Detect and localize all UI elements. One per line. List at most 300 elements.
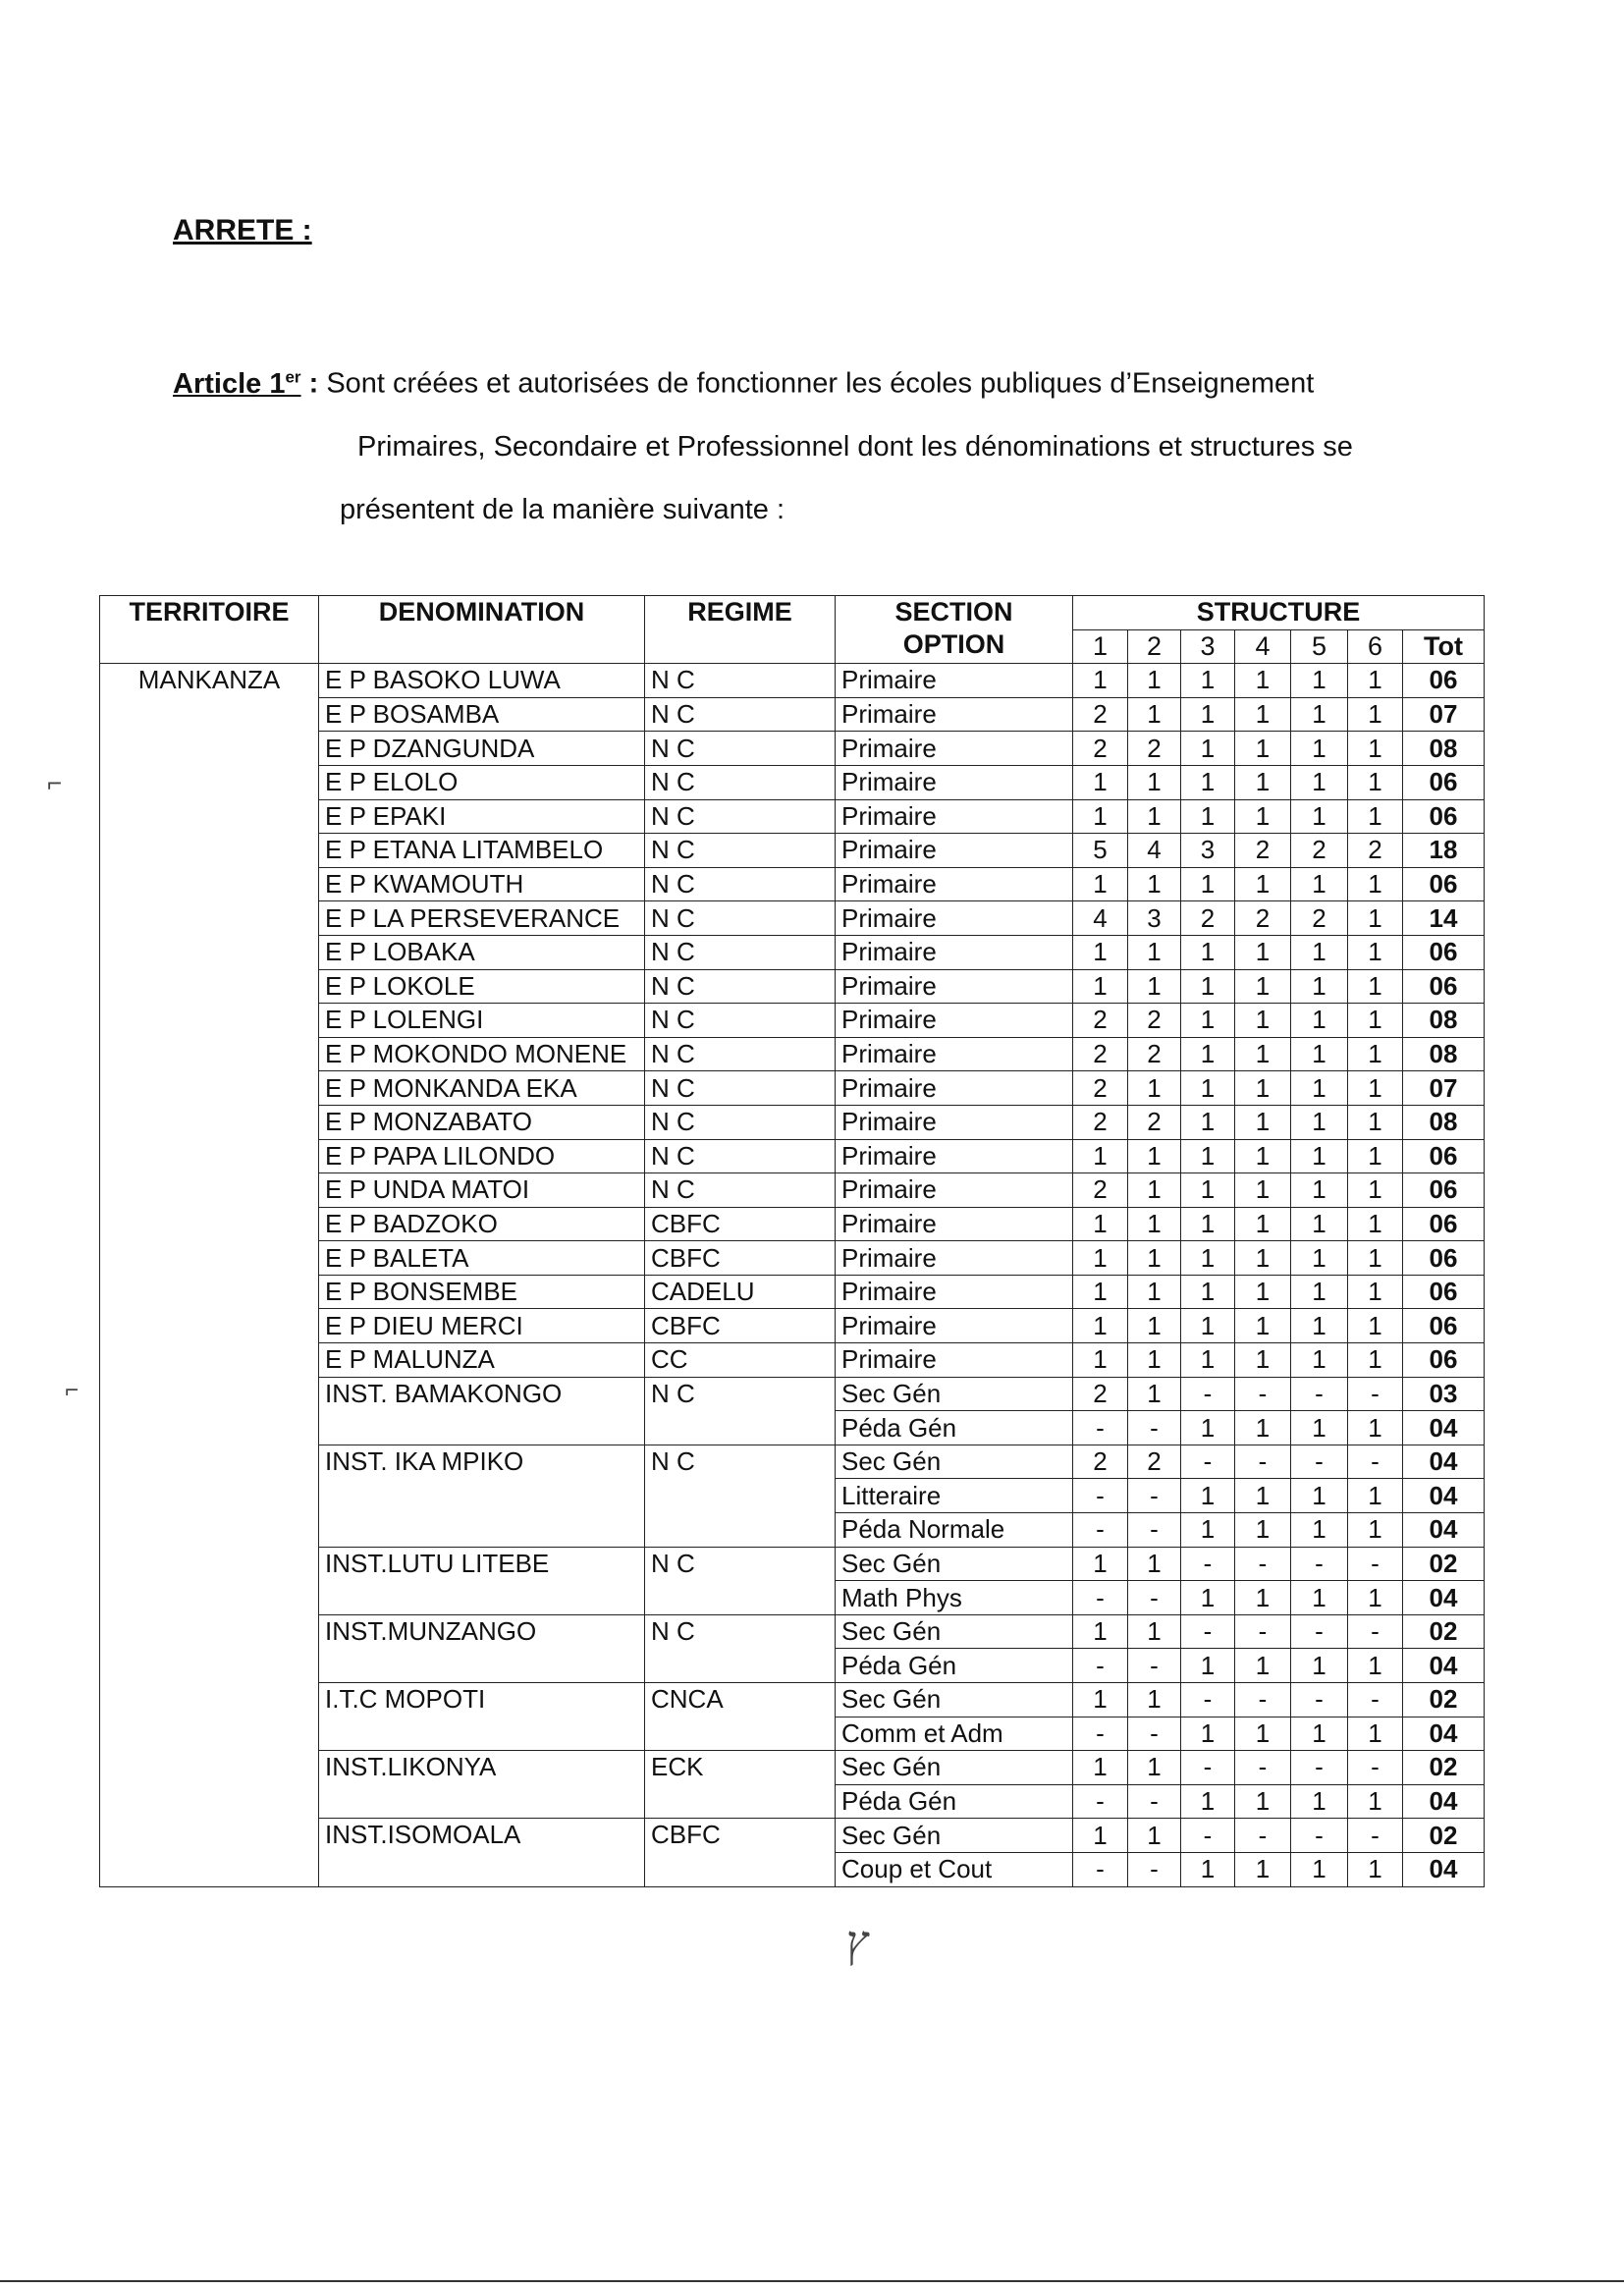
structure-value-cell: 1 [1291,1479,1348,1513]
structure-value-cell: 2 [1073,1173,1128,1208]
structure-value-cell: 1 [1348,867,1403,901]
structure-value-cell: 2 [1235,901,1291,936]
structure-value-cell: 2 [1128,1445,1181,1479]
table-row [100,664,1485,698]
structure-value-cell: 1 [1235,935,1291,969]
total-cell: 18 [1403,834,1485,868]
structure-value-cell: 1 [1181,1513,1235,1548]
structure-value-cell: 1 [1291,732,1348,766]
denomination-cell: E P DZANGUNDA [319,732,645,766]
structure-value-cell: 1 [1348,1309,1403,1343]
schools-structure-table [99,595,1485,1887]
structure-value-cell: 1 [1181,1173,1235,1208]
structure-value-cell: 2 [1128,732,1181,766]
structure-value-cell: - [1235,1547,1291,1581]
structure-value-cell: 1 [1291,1105,1348,1139]
section-cell: Litteraire [836,1479,1073,1513]
section-cell: Coup et Cout [836,1852,1073,1886]
total-cell: 04 [1403,1411,1485,1445]
structure-value-cell: - [1348,1683,1403,1718]
regime-cell: N C [645,1105,836,1139]
structure-value-cell: 2 [1073,1377,1128,1411]
structure-value-cell: 1 [1128,1683,1181,1718]
structure-value-cell: 1 [1073,1819,1128,1853]
structure-value-cell: - [1291,1819,1348,1853]
regime-cell: N C [645,664,836,698]
structure-value-cell: - [1073,1581,1128,1615]
structure-value-cell: 1 [1128,1343,1181,1378]
structure-value-cell: - [1348,1819,1403,1853]
structure-value-cell: - [1128,1649,1181,1683]
structure-value-cell: 2 [1073,732,1128,766]
section-cell: Primaire [836,1173,1073,1208]
regime-cell: CADELU [645,1275,836,1309]
section-cell: Primaire [836,834,1073,868]
structure-value-cell: 1 [1291,1581,1348,1615]
structure-value-cell: 1 [1073,799,1128,834]
regime-cell: CNCA [645,1683,836,1751]
structure-value-cell: 1 [1235,867,1291,901]
structure-value-cell: 1 [1181,1207,1235,1241]
structure-value-cell: 2 [1073,1071,1128,1106]
header-regime: REGIME [645,596,836,664]
regime-cell: CBFC [645,1819,836,1886]
section-cell: Sec Gén [836,1819,1073,1853]
structure-value-cell: 1 [1073,765,1128,799]
total-cell: 06 [1403,1173,1485,1208]
structure-value-cell: 1 [1181,867,1235,901]
structure-value-cell: 1 [1181,1309,1235,1343]
structure-value-cell: 1 [1128,664,1181,698]
structure-value-cell: - [1073,1411,1128,1445]
structure-value-cell: 1 [1073,664,1128,698]
structure-value-cell: 2 [1073,1037,1128,1071]
structure-value-cell: - [1348,1751,1403,1785]
total-cell: 06 [1403,799,1485,834]
structure-value-cell: 1 [1181,1411,1235,1445]
total-cell: 06 [1403,935,1485,969]
structure-value-cell: 1 [1348,1852,1403,1886]
structure-value-cell: 1 [1235,1513,1291,1548]
structure-value-cell: 1 [1235,1105,1291,1139]
territoire-cell: MANKANZA [100,664,319,1886]
structure-value-cell: 1 [1181,935,1235,969]
total-cell: 06 [1403,1207,1485,1241]
total-cell: 14 [1403,901,1485,936]
total-cell: 08 [1403,732,1485,766]
denomination-cell: E P DIEU MERCI [319,1309,645,1343]
structure-value-cell: - [1291,1445,1348,1479]
structure-value-cell: 1 [1348,901,1403,936]
article-label: Article 1er [173,367,301,400]
structure-value-cell: 1 [1291,1004,1348,1038]
structure-value-cell: 1 [1073,867,1128,901]
structure-value-cell: 1 [1128,765,1181,799]
structure-value-cell: 1 [1128,1309,1181,1343]
article-separator: : [308,367,319,400]
structure-value-cell: 1 [1291,935,1348,969]
structure-value-cell: 1 [1181,1275,1235,1309]
structure-value-cell: 1 [1291,1717,1348,1751]
regime-cell: N C [645,1547,836,1614]
section-cell: Sec Gén [836,1377,1073,1411]
structure-value-cell: 1 [1235,1784,1291,1819]
regime-cell: N C [645,799,836,834]
total-cell: 04 [1403,1852,1485,1886]
structure-value-cell: - [1181,1445,1235,1479]
structure-value-cell: 1 [1348,732,1403,766]
section-cell: Primaire [836,1207,1073,1241]
structure-value-cell: - [1291,1377,1348,1411]
structure-value-cell: 1 [1291,867,1348,901]
header-section-option [836,596,1073,664]
structure-value-cell: 5 [1073,834,1128,868]
structure-value-cell: 1 [1181,1037,1235,1071]
regime-cell: N C [645,1071,836,1106]
structure-value-cell: 1 [1128,1751,1181,1785]
structure-value-cell: 1 [1235,732,1291,766]
header-col-1: 1 [1073,629,1128,664]
structure-value-cell: 1 [1291,1037,1348,1071]
total-cell: 06 [1403,1275,1485,1309]
structure-value-cell: 1 [1073,1139,1128,1173]
section-cell: Primaire [836,901,1073,936]
total-cell: 03 [1403,1377,1485,1411]
structure-value-cell: 1 [1348,1207,1403,1241]
structure-value-cell: 1 [1348,1411,1403,1445]
structure-value-cell: 1 [1128,1173,1181,1208]
structure-value-cell: - [1073,1649,1128,1683]
regime-cell: N C [645,1614,836,1682]
structure-value-cell: 1 [1073,1207,1128,1241]
total-cell: 06 [1403,867,1485,901]
structure-value-cell: 2 [1073,1105,1128,1139]
structure-value-cell: 1 [1181,1139,1235,1173]
structure-value-cell: 1 [1073,1751,1128,1785]
section-cell: Primaire [836,1343,1073,1378]
denomination-cell: INST. IKA MPIKO [319,1445,645,1547]
structure-value-cell: 1 [1235,969,1291,1004]
denomination-cell: E P BOSAMBA [319,697,645,732]
total-cell: 06 [1403,1343,1485,1378]
structure-value-cell: 2 [1128,1037,1181,1071]
total-cell: 06 [1403,765,1485,799]
structure-value-cell: - [1181,1547,1235,1581]
denomination-cell: E P LOKOLE [319,969,645,1004]
structure-value-cell: 1 [1181,732,1235,766]
section-cell: Primaire [836,1275,1073,1309]
total-cell: 06 [1403,1309,1485,1343]
section-cell: Comm et Adm [836,1717,1073,1751]
structure-value-cell: - [1073,1513,1128,1548]
structure-value-cell: 1 [1291,1784,1348,1819]
structure-value-cell: 1 [1128,1377,1181,1411]
section-cell: Primaire [836,765,1073,799]
denomination-cell: E P BASOKO LUWA [319,664,645,698]
structure-value-cell: 1 [1348,1037,1403,1071]
structure-value-cell: 1 [1128,969,1181,1004]
structure-value-cell: 4 [1073,901,1128,936]
regime-cell: N C [645,765,836,799]
total-cell: 08 [1403,1105,1485,1139]
structure-value-cell: 1 [1291,1241,1348,1276]
total-cell: 04 [1403,1479,1485,1513]
structure-value-cell: 1 [1291,1309,1348,1343]
structure-value-cell: - [1181,1683,1235,1718]
structure-value-cell: 1 [1348,1784,1403,1819]
structure-value-cell: 1 [1181,1852,1235,1886]
structure-value-cell: 1 [1348,1139,1403,1173]
header-col-total: Tot [1403,629,1485,664]
structure-value-cell: 1 [1181,1717,1235,1751]
structure-value-cell: - [1235,1614,1291,1649]
regime-cell: N C [645,1173,836,1208]
structure-value-cell: 1 [1235,1241,1291,1276]
denomination-cell: E P PAPA LILONDO [319,1139,645,1173]
structure-value-cell: - [1073,1479,1128,1513]
structure-value-cell: 1 [1291,1513,1348,1548]
header-territoire: TERRITOIRE [100,596,319,664]
structure-value-cell: 1 [1181,1479,1235,1513]
regime-cell: N C [645,697,836,732]
section-cell: Péda Gén [836,1784,1073,1819]
structure-value-cell: - [1181,1819,1235,1853]
structure-value-cell: 1 [1291,1649,1348,1683]
structure-value-cell: - [1128,1852,1181,1886]
structure-value-cell: 4 [1128,834,1181,868]
structure-value-cell: 2 [1291,834,1348,868]
denomination-cell: E P MONKANDA EKA [319,1071,645,1106]
structure-value-cell: 1 [1128,1139,1181,1173]
margin-mark-1: ⌐ [47,768,63,797]
structure-value-cell: 1 [1348,799,1403,834]
structure-value-cell: 1 [1348,697,1403,732]
structure-value-cell: 1 [1348,1275,1403,1309]
structure-value-cell: 1 [1235,1479,1291,1513]
structure-value-cell: 1 [1181,1105,1235,1139]
section-cell: Primaire [836,935,1073,969]
header-col-2: 2 [1128,629,1181,664]
denomination-cell: INST.MUNZANGO [319,1614,645,1682]
header-section-line1: SECTION [894,597,1013,627]
structure-value-cell: 1 [1181,1581,1235,1615]
regime-cell: N C [645,1139,836,1173]
structure-value-cell: - [1181,1751,1235,1785]
structure-value-cell: 1 [1181,697,1235,732]
structure-value-cell: - [1348,1614,1403,1649]
structure-value-cell: 1 [1181,1343,1235,1378]
structure-value-cell: 1 [1073,1343,1128,1378]
structure-value-cell: 1 [1348,1513,1403,1548]
denomination-cell: E P BONSEMBE [319,1275,645,1309]
total-cell: 08 [1403,1004,1485,1038]
section-cell: Primaire [836,1139,1073,1173]
structure-value-cell: - [1291,1751,1348,1785]
structure-value-cell: 1 [1235,1275,1291,1309]
total-cell: 04 [1403,1649,1485,1683]
denomination-cell: E P ELOLO [319,765,645,799]
structure-value-cell: - [1181,1614,1235,1649]
structure-value-cell: 1 [1291,1173,1348,1208]
structure-value-cell: 1 [1291,1071,1348,1106]
header-col-6: 6 [1348,629,1403,664]
structure-value-cell: 2 [1181,901,1235,936]
structure-value-cell: 1 [1235,1309,1291,1343]
structure-value-cell: 1 [1128,1207,1181,1241]
section-cell: Sec Gén [836,1614,1073,1649]
margin-mark-2: ⌐ [65,1377,80,1403]
denomination-cell: E P MALUNZA [319,1343,645,1378]
structure-value-cell: 1 [1128,1819,1181,1853]
total-cell: 04 [1403,1513,1485,1548]
structure-value-cell: 2 [1128,1105,1181,1139]
structure-value-cell: 1 [1291,969,1348,1004]
article-label-superscript: er [285,367,301,386]
structure-value-cell: - [1128,1581,1181,1615]
structure-value-cell: 1 [1235,664,1291,698]
structure-value-cell: 1 [1235,1717,1291,1751]
total-cell: 07 [1403,1071,1485,1106]
article-1-paragraph [173,346,1439,541]
structure-value-cell: 1 [1291,1852,1348,1886]
total-cell: 04 [1403,1445,1485,1479]
denomination-cell: E P LOLENGI [319,1004,645,1038]
denomination-cell: E P LA PERSEVERANCE [319,901,645,936]
structure-value-cell: 2 [1073,1004,1128,1038]
structure-value-cell: - [1128,1411,1181,1445]
structure-value-cell: 1 [1128,935,1181,969]
regime-cell: ECK [645,1751,836,1819]
structure-value-cell: - [1235,1445,1291,1479]
structure-value-cell: 1 [1235,1071,1291,1106]
structure-value-cell: - [1073,1717,1128,1751]
structure-value-cell: 1 [1235,799,1291,834]
denomination-cell: E P BALETA [319,1241,645,1276]
regime-cell: CBFC [645,1241,836,1276]
regime-cell: N C [645,1037,836,1071]
handwritten-page-mark: ץ [846,1915,870,1968]
section-cell: Sec Gén [836,1751,1073,1785]
decree-heading: ARRETE : [173,214,312,246]
structure-value-cell: 1 [1348,1581,1403,1615]
structure-value-cell: 1 [1235,1173,1291,1208]
structure-value-cell: - [1128,1717,1181,1751]
structure-value-cell: 1 [1128,867,1181,901]
structure-value-cell: - [1235,1683,1291,1718]
total-cell: 04 [1403,1717,1485,1751]
structure-value-cell: 1 [1235,1852,1291,1886]
denomination-cell: E P EPAKI [319,799,645,834]
section-cell: Primaire [836,1004,1073,1038]
regime-cell: N C [645,1377,836,1445]
structure-value-cell: 1 [1073,1241,1128,1276]
structure-value-cell: 1 [1235,1649,1291,1683]
section-cell: Primaire [836,1105,1073,1139]
section-cell: Primaire [836,664,1073,698]
denomination-cell: E P MOKONDO MONENE [319,1037,645,1071]
structure-value-cell: 2 [1073,697,1128,732]
structure-value-cell: 1 [1291,697,1348,732]
section-cell: Sec Gén [836,1547,1073,1581]
structure-value-cell: 1 [1073,935,1128,969]
table-body [100,664,1485,1886]
regime-cell: CBFC [645,1309,836,1343]
structure-value-cell: 1 [1348,1717,1403,1751]
section-cell: Primaire [836,1241,1073,1276]
denomination-cell: INST.LIKONYA [319,1751,645,1819]
structure-value-cell: - [1291,1547,1348,1581]
structure-value-cell: 2 [1348,834,1403,868]
total-cell: 02 [1403,1614,1485,1649]
structure-value-cell: 1 [1128,1547,1181,1581]
total-cell: 02 [1403,1547,1485,1581]
structure-value-cell: 1 [1291,1275,1348,1309]
denomination-cell: E P MONZABATO [319,1105,645,1139]
denomination-cell: E P UNDA MATOI [319,1173,645,1208]
regime-cell: N C [645,732,836,766]
denomination-cell: I.T.C MOPOTI [319,1683,645,1751]
total-cell: 06 [1403,969,1485,1004]
structure-value-cell: - [1073,1852,1128,1886]
section-cell: Primaire [836,1037,1073,1071]
structure-value-cell: 1 [1291,1343,1348,1378]
section-cell: Sec Gén [836,1683,1073,1718]
structure-value-cell: 1 [1181,1071,1235,1106]
section-cell: Péda Gén [836,1649,1073,1683]
regime-cell: N C [645,867,836,901]
structure-value-cell: 1 [1181,765,1235,799]
structure-value-cell: 3 [1181,834,1235,868]
denomination-cell: E P ETANA LITAMBELO [319,834,645,868]
article-line-3: présentent de la manière suivante : [340,493,785,525]
total-cell: 02 [1403,1683,1485,1718]
structure-value-cell: - [1235,1377,1291,1411]
structure-value-cell: 1 [1291,664,1348,698]
structure-value-cell: 1 [1291,799,1348,834]
structure-value-cell: 1 [1128,697,1181,732]
section-cell: Primaire [836,867,1073,901]
section-cell: Primaire [836,732,1073,766]
structure-value-cell: 1 [1128,1275,1181,1309]
section-cell: Péda Gén [836,1411,1073,1445]
header-col-5: 5 [1291,629,1348,664]
structure-value-cell: 1 [1291,765,1348,799]
structure-value-cell: 1 [1181,1649,1235,1683]
regime-cell: N C [645,1004,836,1038]
structure-value-cell: 1 [1235,1581,1291,1615]
total-cell: 04 [1403,1784,1485,1819]
article-line-1: Sont créées et autorisées de fonctionner les écoles publiques d’Enseignement [326,367,1315,400]
total-cell: 06 [1403,664,1485,698]
regime-cell: CC [645,1343,836,1378]
structure-value-cell: - [1128,1479,1181,1513]
structure-value-cell: 2 [1073,1445,1128,1479]
structure-value-cell: 1 [1348,1241,1403,1276]
regime-cell: N C [645,834,836,868]
header-col-4: 4 [1235,629,1291,664]
regime-cell: CBFC [645,1207,836,1241]
structure-value-cell: - [1348,1445,1403,1479]
article-line-2: Primaires, Secondaire et Professionnel dont les dénominations et structures se [357,430,1353,463]
structure-value-cell: 1 [1128,1071,1181,1106]
structure-value-cell: - [1181,1377,1235,1411]
structure-value-cell: - [1128,1784,1181,1819]
denomination-cell: INST.ISOMOALA [319,1819,645,1886]
header-structure: STRUCTURE [1073,596,1485,630]
total-cell: 02 [1403,1819,1485,1853]
structure-value-cell: - [1235,1751,1291,1785]
section-cell: Primaire [836,969,1073,1004]
